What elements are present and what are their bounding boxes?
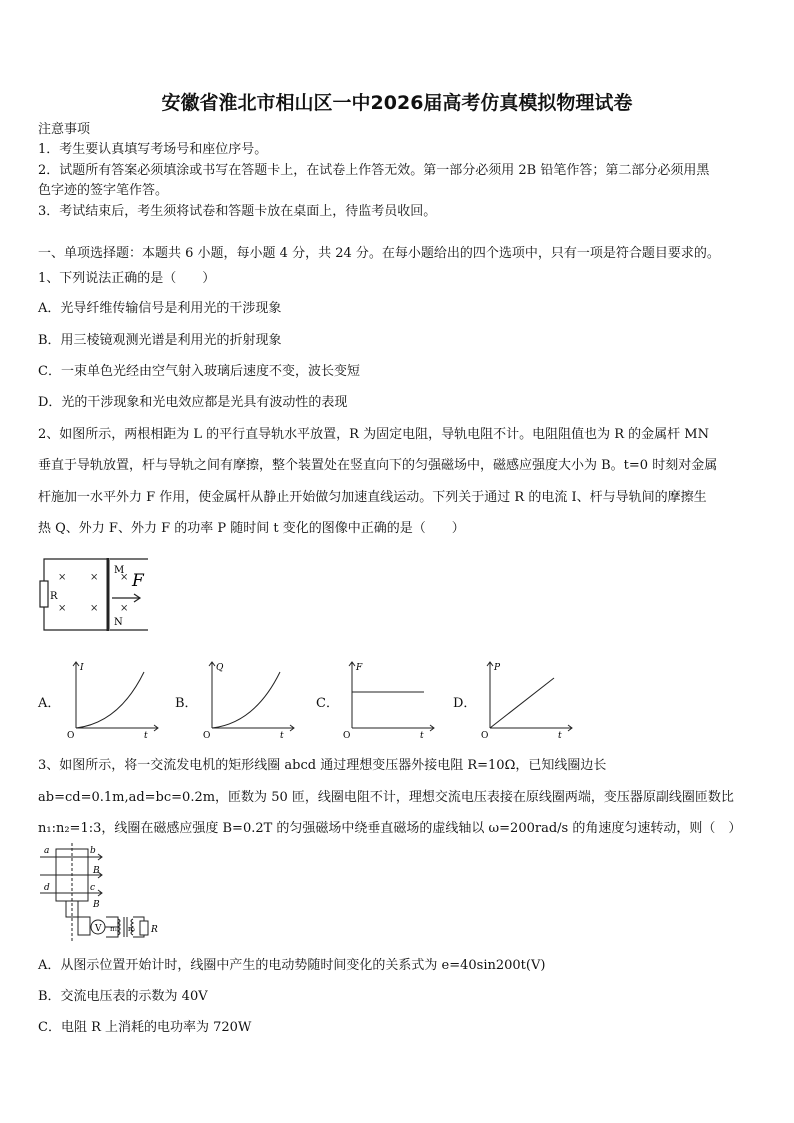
- force-label: F: [132, 571, 144, 591]
- svg-text:×: ×: [58, 603, 67, 614]
- q2-graph-a: [64, 658, 164, 738]
- q2-graph-d: [478, 658, 578, 738]
- svg-text:O: O: [67, 731, 75, 738]
- q1-stem: 1、下列说法正确的是（ ）: [38, 271, 216, 286]
- q2-option-d-label: D．: [453, 696, 477, 711]
- q2-graph-b: [200, 658, 300, 738]
- notice-item: 3．考试结束后，考生须将试卷和答题卡放在桌面上，待监考员收回。: [38, 204, 437, 219]
- notice-item: 2．试题所有答案必须填涂或书写在答题卡上，在试卷上作答无效。第一部分必须用 2B 铅笔作答；第二部分必须用黑: [38, 163, 710, 178]
- rod-end-m-label: M: [114, 565, 125, 576]
- svg-text:O: O: [343, 731, 351, 738]
- svg-text:b: b: [90, 846, 96, 856]
- svg-text:R: R: [151, 925, 158, 935]
- svg-text:×: ×: [90, 572, 99, 583]
- rod-end-n-label: N: [114, 617, 123, 628]
- q3-stem-line: ab=cd=0.1m,ad=bc=0.2m，匝数为 50 匝，线圈电阻不计，理想交流电压表接在原线圈两端，变压器原副线圈匝数比: [38, 790, 734, 805]
- svg-text:t: t: [420, 731, 424, 738]
- svg-text:×: ×: [120, 572, 129, 583]
- q3-option-b: B．交流电压表的示数为 40V: [38, 989, 208, 1004]
- q2-circuit-figure: [36, 555, 156, 635]
- q1-option-c: C．一束单色光经由空气射入玻璃后速度不变，波长变短: [38, 364, 360, 379]
- q1-option-a: A．光导纤维传输信号是利用光的干涉现象: [38, 301, 282, 316]
- q3-option-c: C．电阻 R 上消耗的电功率为 720W: [38, 1020, 252, 1035]
- q1-option-d: D．光的干涉现象和光电效应都是光具有波动性的表现: [38, 395, 348, 410]
- q2-stem-line: 杆施加一水平外力 F 作用，使金属杆从静止开始做匀加速直线运动。下列关于通过 R 的电流 I、杆与导轨间的摩擦生: [38, 490, 707, 505]
- q2-graph-c: [340, 658, 440, 738]
- resistor-label: R: [50, 591, 58, 602]
- svg-text:B: B: [93, 900, 100, 910]
- q2-option-b-label: B．: [175, 696, 198, 711]
- svg-text:n₂: n₂: [128, 925, 136, 933]
- q1-option-b: B．用三棱镜观测光谱是利用光的折射现象: [38, 333, 282, 348]
- q3-option-a: A．从图示位置开始计时，线圈中产生的电动势随时间变化的关系式为 e=40sin200t(V): [38, 958, 546, 973]
- svg-text:n₁: n₁: [110, 925, 118, 933]
- svg-text:P: P: [494, 663, 501, 673]
- svg-text:t: t: [144, 731, 148, 738]
- q3-generator-figure: [40, 843, 170, 945]
- svg-text:O: O: [481, 731, 489, 738]
- svg-text:Q: Q: [216, 663, 224, 673]
- svg-text:V: V: [95, 924, 102, 934]
- svg-text:B: B: [93, 866, 100, 876]
- q2-option-a-label: A．: [38, 696, 61, 711]
- q3-stem-line: 3、如图所示，将一交流发电机的矩形线圈 abcd 通过理想变压器外接电阻 R=10Ω，已知线圈边长: [38, 758, 607, 773]
- svg-text:×: ×: [58, 572, 67, 583]
- svg-text:I: I: [80, 663, 84, 673]
- q2-stem-line: 2、如图所示，两根相距为 L 的平行直导轨水平放置，R 为固定电阻，导轨电阻不计。电阻阻值也为 R 的金属杆 MN: [38, 427, 709, 442]
- page-title: 安徽省淮北市相山区一中2026届高考仿真模拟物理试卷: [161, 92, 633, 114]
- notice-heading: 注意事项: [38, 122, 91, 137]
- notice-item: 1．考生要认真填写考场号和座位序号。: [38, 142, 268, 157]
- svg-text:d: d: [44, 883, 50, 893]
- section-heading: 一、单项选择题：本题共 6 小题，每小题 4 分，共 24 分。在每小题给出的四个选项中，只有一项是符合题目要求的。: [38, 246, 720, 261]
- q2-stem-line: 垂直于导轨放置，杆与导轨之间有摩擦，整个装置处在竖直向下的匀强磁场中，磁感应强度大小为 B。t=0 时刻对金属: [38, 458, 718, 473]
- q2-stem-line: 热 Q、外力 F、外力 F 的功率 P 随时间 t 变化的图像中正确的是（ ）: [38, 521, 465, 536]
- svg-text:t: t: [558, 731, 562, 738]
- svg-text:O: O: [203, 731, 211, 738]
- svg-text:×: ×: [120, 603, 129, 614]
- svg-text:×: ×: [90, 603, 99, 614]
- svg-text:t: t: [280, 731, 284, 738]
- notice-item: 色字迹的签字笔作答。: [38, 183, 169, 198]
- svg-text:c: c: [90, 883, 96, 893]
- q2-option-c-label: C．: [316, 696, 339, 711]
- svg-text:F: F: [356, 663, 363, 673]
- svg-text:a: a: [44, 846, 50, 856]
- q3-stem-line: n₁:n₂=1:3，线圈在磁感应强度 B=0.2T 的匀强磁场中绕垂直磁场的虚线轴以 ω=200rad/s 的角速度匀速转动，则（ ）: [38, 821, 742, 836]
